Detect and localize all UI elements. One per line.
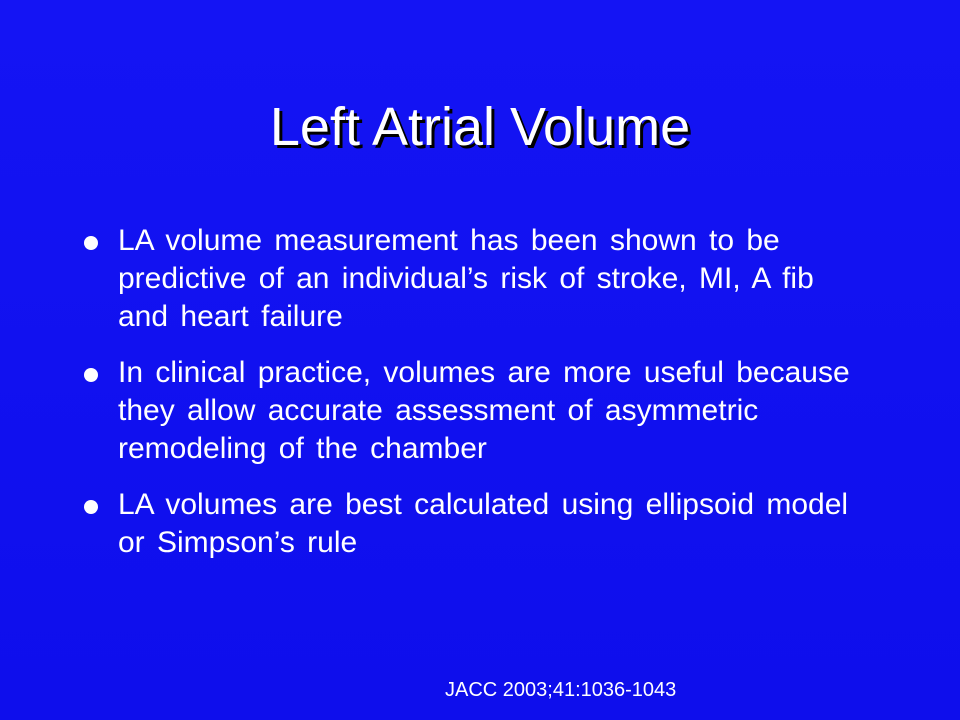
bullet-text: In clinical practice, volumes are more useful because they allow accurate assessment of asymmetric remodeling of the chamber: [118, 356, 850, 465]
slide-title: Left Atrial Volume: [269, 97, 691, 157]
bullet-dot-icon: [84, 368, 98, 382]
bullet-text: LA volume measurement has been shown to be predictive of an individual’s risk of stroke, MI, A fib and heart failure: [118, 224, 814, 333]
bullet-text: LA volumes are best calculated using ellipsoid model or Simpson’s rule: [118, 488, 849, 559]
bullet-item: [84, 354, 874, 468]
bullet-list: [84, 222, 874, 580]
bullet-dot-icon: [84, 236, 98, 250]
bullet-item: [84, 222, 874, 336]
bullet-dot-icon: [84, 500, 98, 514]
citation: JACC 2003;41:1036-1043: [445, 679, 677, 701]
bullet-item: [84, 486, 874, 562]
